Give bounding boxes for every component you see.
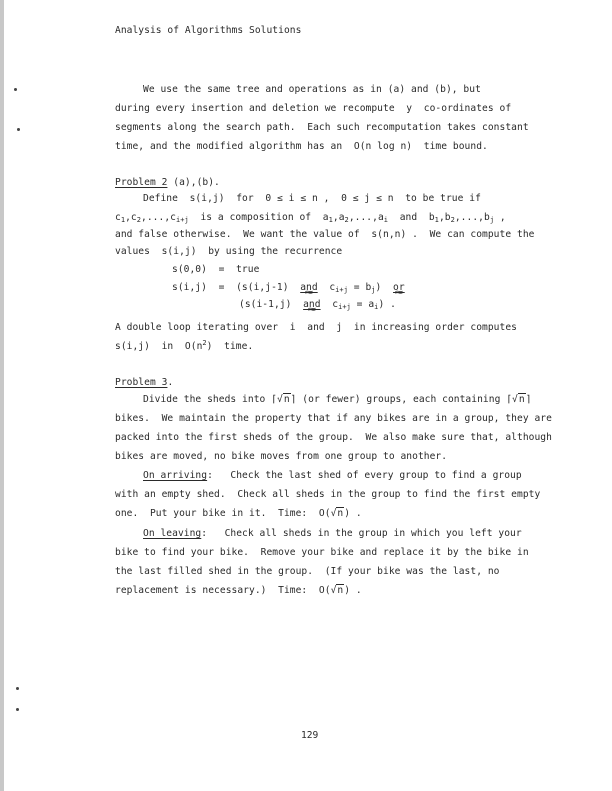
problem-2-title: Problem 2	[115, 177, 168, 188]
page-number: 129	[301, 730, 319, 741]
scan-mark	[17, 128, 20, 131]
arriving-line-1: On arriving: Check the last shed of every group to find a group	[143, 470, 522, 481]
leaving-heading: On leaving	[143, 528, 202, 539]
recurrence-line-1: s(i,j) = (s(i,j-1) and ≈ $c_{i+j} = b_j$) or ≈	[172, 282, 405, 294]
p1-line-1: We use the same tree and operations as in (a) and (b), but	[143, 84, 481, 95]
p2-line-5: A double loop iterating over i and j in increasing order computes	[115, 322, 517, 333]
p2-line-1: Define s(i,j) for 0 ≤ i ≤ n , 0 ≤ j ≤ n to be true if	[143, 193, 481, 204]
recurrence-line-2: (s(i-1,j) and ≈ $c_{i+j} = a_i$) .	[239, 299, 396, 311]
scan-mark	[16, 708, 19, 711]
arriving-heading: On arriving	[143, 470, 208, 481]
arriving-line-3: one. Put your bike in it. Time: O(√n) .	[115, 508, 362, 519]
leaving-line-4: replacement is necessary.) Time: O(√n) .	[115, 585, 362, 596]
p3-line-3: packed into the first sheds of the group. We also make sure that, although	[115, 432, 552, 443]
scan-mark	[16, 687, 19, 690]
scan-edge	[0, 0, 4, 791]
p2-line-2: $c_1,c_2,...,c_{i+j}$ is a composition of $a_1,a_2,...,a_i$ and $b_1,b_2,...,b_j$ ,	[115, 212, 506, 224]
and-operator: and ≈	[300, 282, 317, 294]
p3-line-2: bikes. We maintain the property that if any bikes are in a group, they are	[115, 413, 552, 424]
and-operator: and ≈	[303, 299, 320, 311]
p2-line-6: s(i,j) in $O(n^2)$ time.	[115, 339, 254, 352]
problem-3-heading: Problem 3.	[115, 377, 174, 388]
p2-line-4: values s(i,j) by using the recurrence	[115, 246, 343, 257]
p1-line-2: during every insertion and deletion we recompute y co-ordinates of	[115, 103, 512, 114]
leaving-line-3: the last filled shed in the group. (If your bike was the last, no	[115, 566, 500, 577]
leaving-line-1: On leaving: Check all sheds in the group in which you left your	[143, 528, 522, 539]
problem-2-parts: (a),(b).	[167, 177, 220, 188]
p3-line-1: Divide the sheds into ⌈√n⌉ (or fewer) groups, each containing ⌈√n⌉	[143, 394, 532, 405]
or-operator: or ≈	[393, 282, 405, 294]
p3-line-4: bikes are moved, no bike moves from one group to another.	[115, 451, 448, 462]
running-header: Analysis of Algorithms Solutions	[115, 25, 302, 36]
p1-line-3: segments along the search path. Each such recomputation takes constant	[115, 122, 529, 133]
problem-3-title: Problem 3	[115, 377, 168, 388]
arriving-line-2: with an empty shed. Check all sheds in the group to find the first empty	[115, 489, 541, 500]
p1-line-4: time, and the modified algorithm has an O(n log n) time bound.	[115, 141, 488, 152]
scan-mark	[14, 88, 17, 91]
leaving-line-2: bike to find your bike. Remove your bike and replace it by the bike in	[115, 547, 529, 558]
p2-line-3: and false otherwise. We want the value of s(n,n) . We can compute the	[115, 229, 535, 240]
problem-2-heading	[115, 177, 220, 189]
recurrence-base: s(0,0) = true	[172, 264, 260, 275]
